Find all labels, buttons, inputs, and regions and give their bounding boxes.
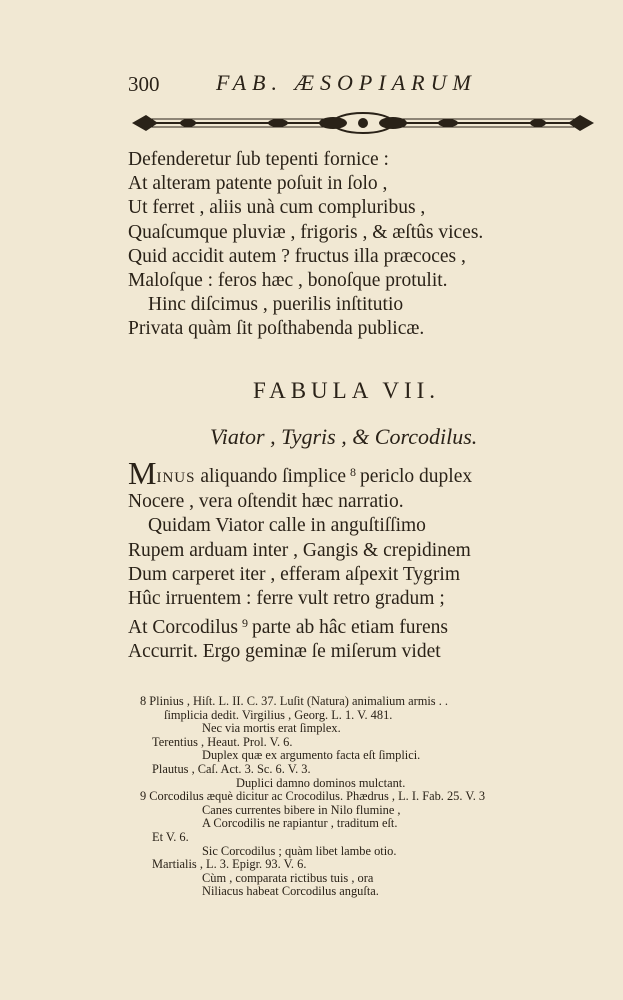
footnote-line: Nec via mortis erat ſimplex.: [202, 721, 341, 736]
footnote-marker: 9: [241, 616, 248, 631]
footnote-line: A Corcodilis ne rapiantur , traditum eſt.: [202, 816, 398, 831]
footnote-line: Martialis , L. 3. Epigr. 93. V. 6.: [152, 857, 307, 872]
footnotes: [140, 695, 485, 899]
verse-block-main: [128, 455, 473, 665]
footnote-line: Plautus , Caſ. Act. 3. Sc. 6. V. 3.: [152, 761, 311, 776]
verse-line: Quid accidit autem ? fructus illa præcoces ,: [128, 245, 466, 267]
verse-text: parte ab hâc etiam furens: [251, 617, 448, 639]
verse-line: Rupem arduam inter , Gangis & crepidinem: [128, 539, 471, 561]
footnote-line: Duplex quæ ex argumento facta eſt ſimplici.: [202, 748, 421, 763]
verse-line: Quidam Viator calle in anguſtiſſimo: [148, 515, 426, 537]
fable-subtitle: Viator , Tygris , & Corcodilus.: [210, 424, 478, 449]
verse-text: At Corcodilus: [128, 617, 238, 639]
footnote-line: ſimplicia dedit. Virgilius , Georg. L. 1. V. 481.: [164, 707, 393, 722]
footnote-marker: 8: [350, 465, 357, 479]
verse-line: Maloſque : feros hæc , bonoſque protulit.: [128, 270, 448, 292]
verse-line-fn: [128, 611, 472, 640]
footnote-line: Niliacus habeat Corcodilus anguſta.: [202, 884, 379, 899]
footnote-line: Terentius , Heaut. Prol. V. 6.: [152, 734, 293, 749]
verse-text: aliquando ſimplice: [200, 466, 347, 487]
verse-line: Hinc diſcimus , puerilis inſtitutio: [148, 294, 404, 316]
fable-title-text: FABULA VII.: [253, 378, 441, 403]
small-caps-word: INUS: [156, 470, 196, 486]
footnote-line: Canes currentes bibere in Nilo flumine ,: [202, 802, 401, 817]
verse-line: At alteram patente poſuit in ſolo ,: [128, 173, 388, 195]
verse-line: Defenderetur ſub tepenti fornice :: [128, 149, 389, 170]
verse-line: Privata quàm ſit poſthabenda publicæ.: [128, 318, 425, 340]
verse-block-top: [128, 148, 483, 342]
footnote-line: Duplici damno dominos mulctant.: [236, 775, 406, 790]
running-title: FAB. ÆSOPIARUM: [216, 70, 477, 95]
verse-line: Ut ferret , aliis unà cum compluribus ,: [128, 197, 426, 219]
verse-line: Accurrit. Ergo geminæ ſe miſerum videt: [128, 641, 441, 663]
ornament-rule-icon: [128, 110, 598, 136]
footnote-line: Cùm , comparata rictibus tuis , ora: [202, 870, 374, 885]
verse-line: Dum carperet iter , efferam aſpexit Tygrim: [128, 563, 460, 585]
page-number: 300: [128, 72, 160, 96]
drop-cap: M: [128, 455, 157, 491]
verse-line-first: [128, 455, 473, 491]
page-header: [128, 72, 528, 102]
verse-text: periclo duplex: [360, 466, 473, 487]
footnote-line: 9 Corcodilus æquè dicitur ac Crocodilus. Phædrus , L. I. Fab. 25. V. 3: [140, 789, 486, 804]
footnote-line: 8 Plinius , Hiſt. L. II. C. 37. Luſit (Natura) animalium armis . .: [140, 694, 449, 708]
verse-line: Nocere , vera oſtendit hæc narratio.: [128, 491, 404, 513]
footnote-line: Sic Corcodilus ; quàm libet lambe otio.: [202, 843, 397, 858]
verse-line: Hûc irruentem : ferre vult retro gradum ;: [128, 588, 445, 610]
footnote-line: Et V. 6.: [152, 829, 189, 844]
verse-line: Quaſcumque pluviæ , frigoris , & æſtûs vices.: [128, 221, 484, 243]
